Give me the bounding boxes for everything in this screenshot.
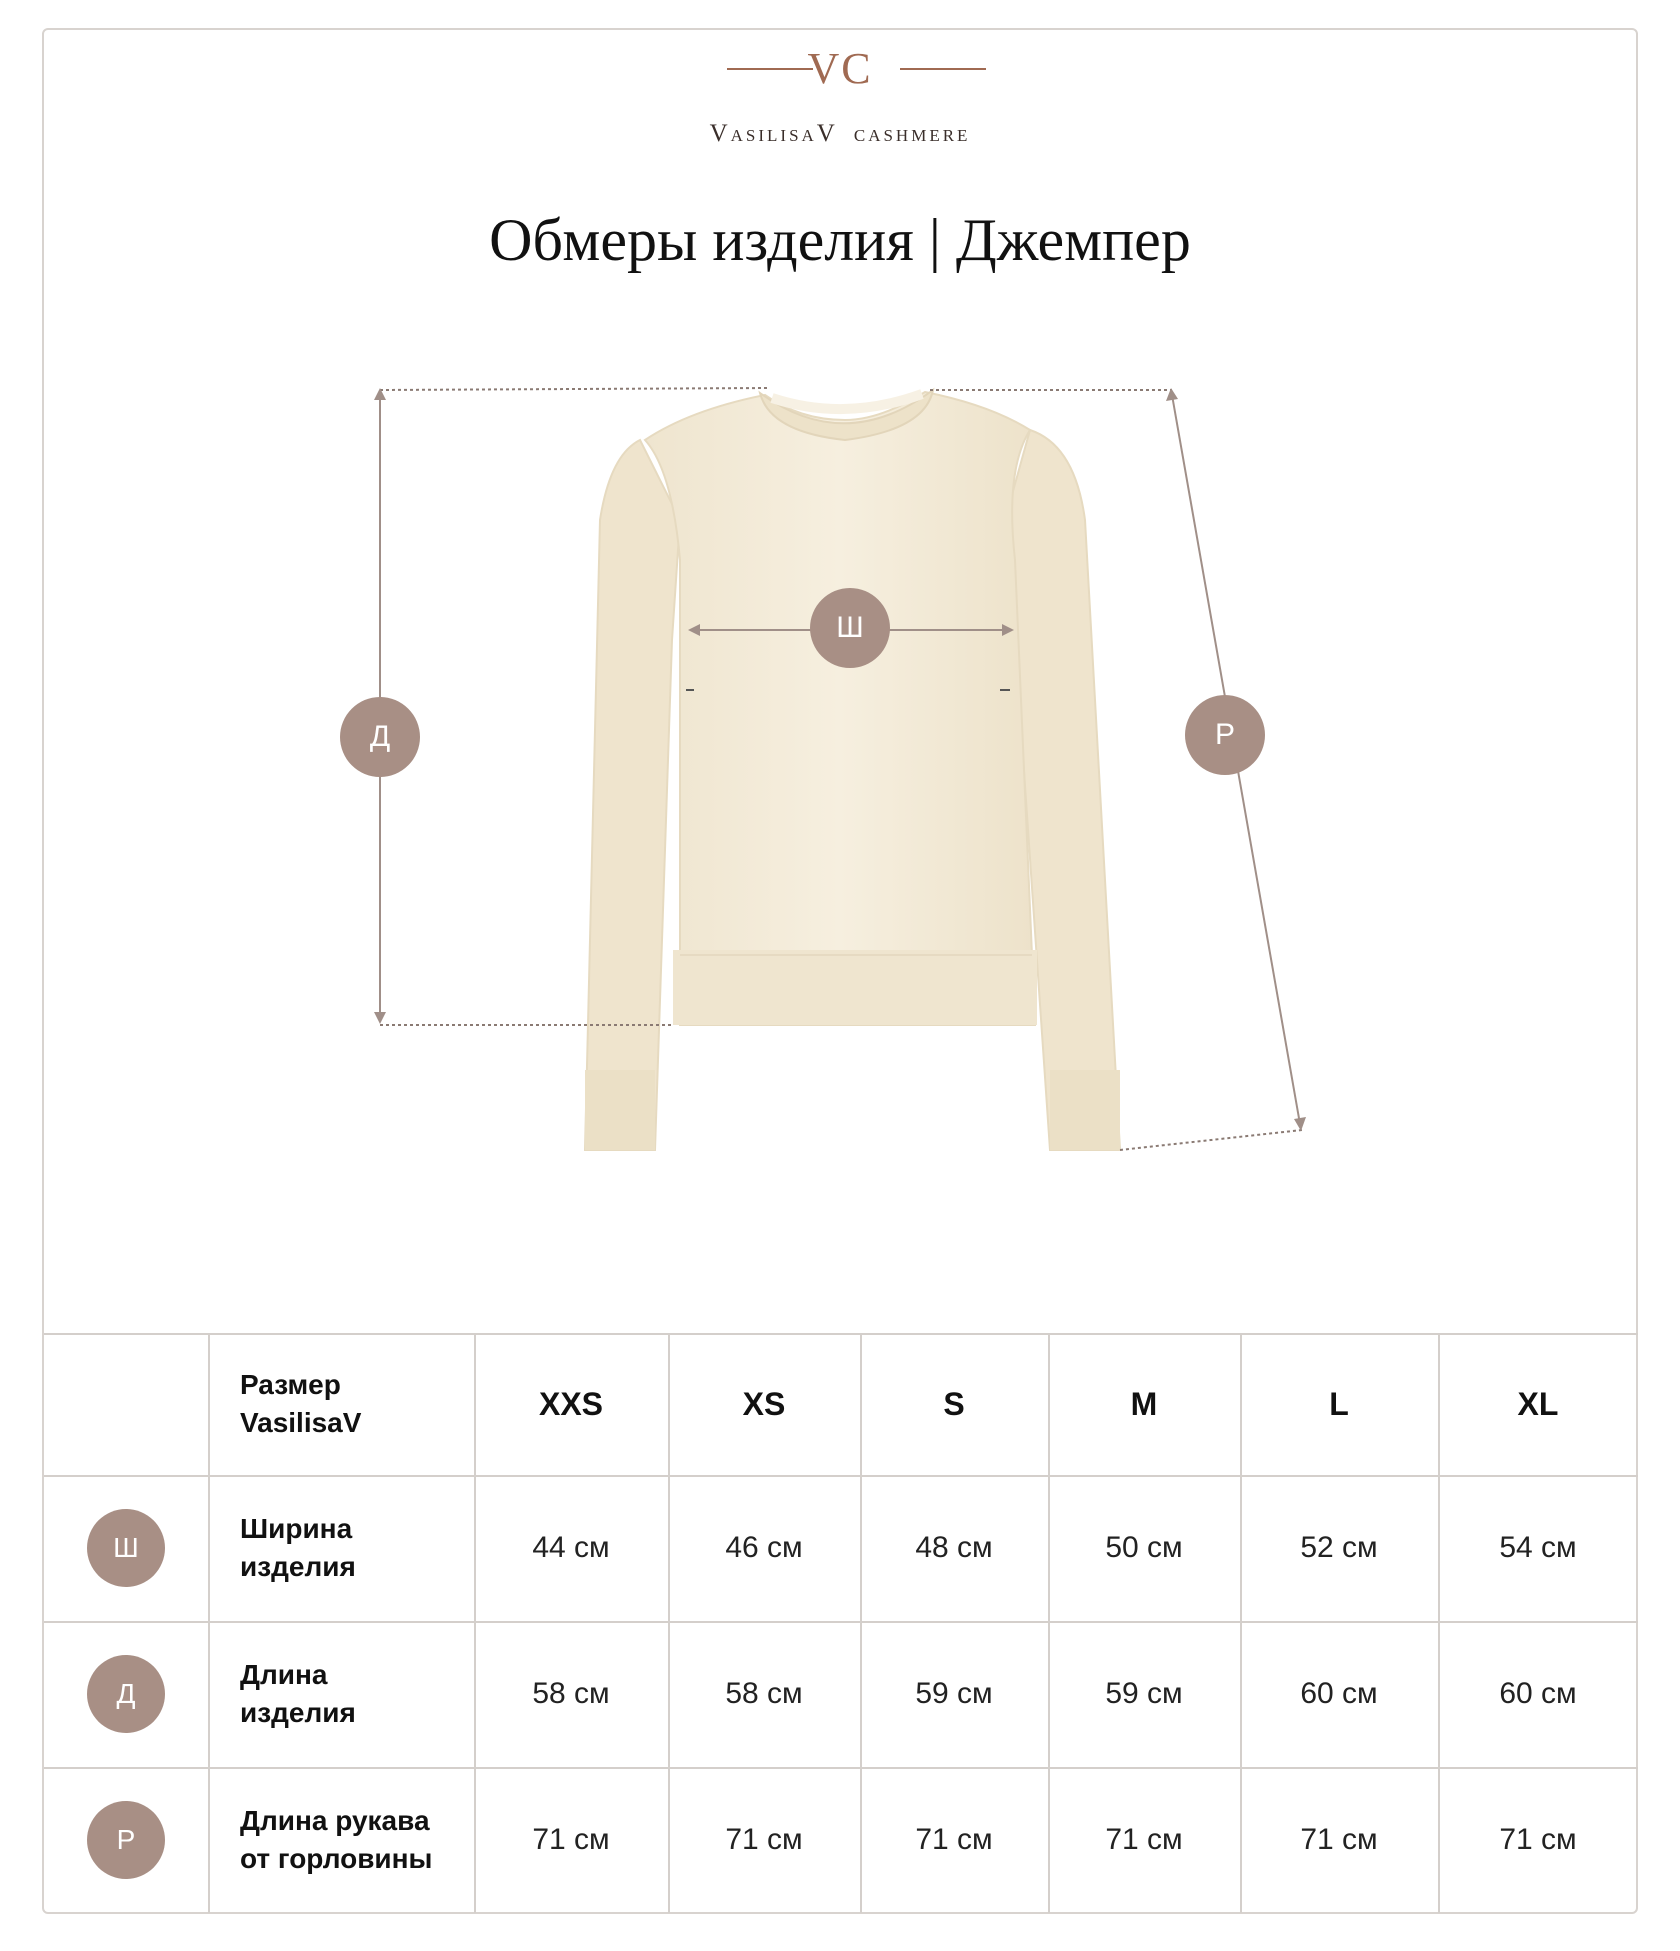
- size-xxs: XXS: [538, 1385, 604, 1422]
- logo-letter: V: [709, 120, 731, 147]
- row-label-line1: Ширина: [240, 1513, 353, 1544]
- row-label: [240, 1656, 356, 1732]
- table-cell: 58 см: [532, 1677, 610, 1710]
- size-header-line1: Размер: [240, 1369, 341, 1400]
- sleeve-badge: Р: [1185, 695, 1265, 775]
- table-cell: 59 см: [1105, 1677, 1183, 1710]
- row-badge-cell: [44, 1621, 208, 1767]
- sleeve-badge: Р: [87, 1801, 165, 1879]
- page-title: Обмеры изделия | Джемпер: [489, 207, 1191, 273]
- size-xl: XL: [1517, 1385, 1559, 1422]
- table-cell: 50 см: [1105, 1531, 1183, 1564]
- row-label-cell: [240, 1621, 474, 1767]
- row-label-line1: Длина: [240, 1659, 328, 1690]
- size-table: [44, 1333, 1638, 1913]
- row-label-line2: изделия: [240, 1697, 356, 1728]
- row-badge-cell: [44, 1475, 208, 1621]
- table-cell: 48 см: [915, 1531, 993, 1564]
- table-cell: 71 см: [1499, 1823, 1577, 1856]
- table-cell: 54 см: [1499, 1531, 1577, 1564]
- table-cell: 44 см: [532, 1531, 610, 1564]
- table-cell: 60 см: [1300, 1677, 1378, 1710]
- logo-letter: V: [816, 120, 838, 147]
- table-cell: 59 см: [915, 1677, 993, 1710]
- size-header-line2: VasilisaV: [240, 1407, 362, 1438]
- row-label-line1: Длина рукава: [240, 1805, 430, 1836]
- row-badge-cell: [44, 1767, 208, 1913]
- row-label: [240, 1510, 356, 1586]
- logo-word: ASILISA: [730, 126, 817, 145]
- table-cell: 71 см: [915, 1823, 993, 1856]
- logo-word-cashmere: CASHMERE: [853, 126, 971, 145]
- table-cell: 71 см: [725, 1823, 803, 1856]
- table-cell: 58 см: [725, 1677, 803, 1710]
- table-cell: 71 см: [532, 1823, 610, 1856]
- size-header-label: [240, 1333, 474, 1475]
- table-divider: [208, 1333, 210, 1913]
- length-badge: Д: [87, 1655, 165, 1733]
- row-label-line2: изделия: [240, 1551, 356, 1582]
- table-cell: 46 см: [725, 1531, 803, 1564]
- table-cell: 52 см: [1300, 1531, 1378, 1564]
- table-cell: 71 см: [1300, 1823, 1378, 1856]
- row-label: [240, 1802, 432, 1878]
- row-label-cell: [240, 1475, 474, 1621]
- table-cell: 71 см: [1105, 1823, 1183, 1856]
- row-label-line2: от горловины: [240, 1843, 433, 1874]
- size-s: S: [943, 1385, 965, 1422]
- width-badge: Ш: [810, 588, 890, 668]
- size-header-text: [240, 1366, 361, 1442]
- length-badge: Д: [340, 697, 420, 777]
- row-label-cell: [240, 1767, 474, 1913]
- table-cell: 60 см: [1499, 1677, 1577, 1710]
- size-l: L: [1329, 1385, 1349, 1422]
- width-badge: Ш: [87, 1509, 165, 1587]
- logo-monogram: VC: [807, 44, 873, 93]
- size-m: M: [1130, 1385, 1158, 1422]
- size-xs: XS: [742, 1385, 786, 1422]
